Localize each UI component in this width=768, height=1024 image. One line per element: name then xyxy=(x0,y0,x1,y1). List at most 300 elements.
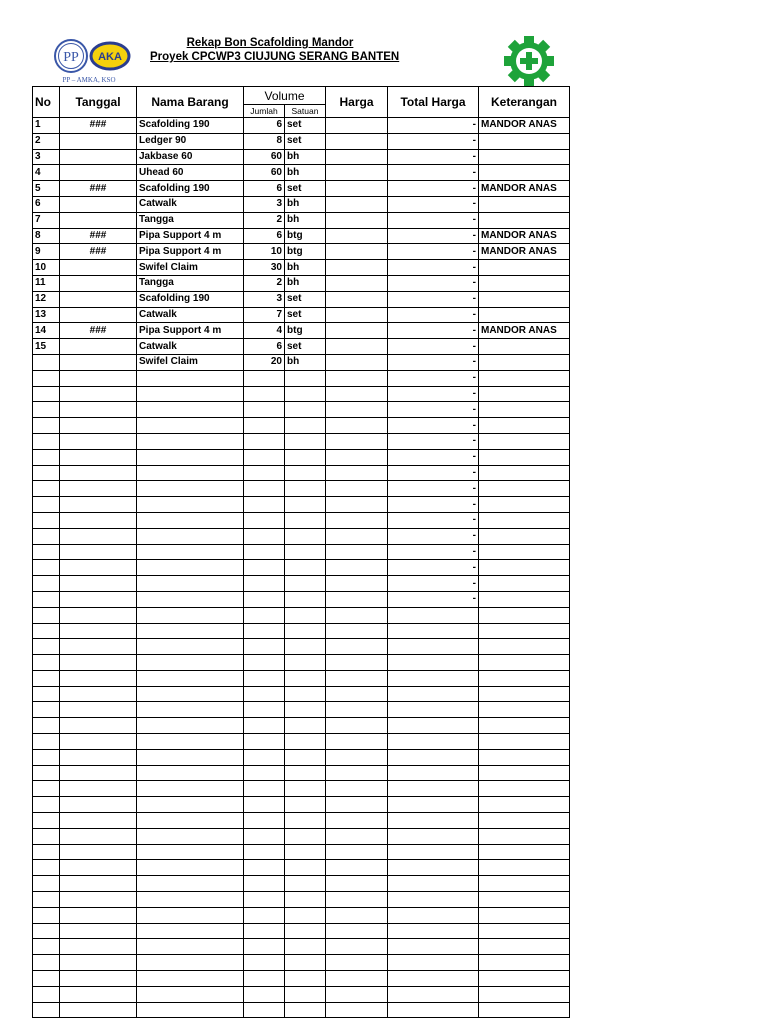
cell-tanggal[interactable] xyxy=(60,923,137,939)
cell-tanggal[interactable] xyxy=(60,418,137,434)
cell-jumlah[interactable] xyxy=(244,465,285,481)
cell-keterangan[interactable] xyxy=(479,939,570,955)
cell-satuan[interactable]: set xyxy=(285,291,326,307)
cell-harga[interactable] xyxy=(326,133,388,149)
cell-no[interactable]: 9 xyxy=(33,244,60,260)
cell-satuan[interactable] xyxy=(285,971,326,987)
cell-no[interactable] xyxy=(33,986,60,1002)
cell-harga[interactable] xyxy=(326,228,388,244)
cell-harga[interactable] xyxy=(326,734,388,750)
cell-total-harga[interactable]: - xyxy=(388,544,479,560)
cell-no[interactable] xyxy=(33,860,60,876)
cell-keterangan[interactable] xyxy=(479,402,570,418)
cell-no[interactable] xyxy=(33,955,60,971)
cell-no[interactable] xyxy=(33,876,60,892)
cell-keterangan[interactable] xyxy=(479,149,570,165)
cell-no[interactable] xyxy=(33,828,60,844)
cell-harga[interactable] xyxy=(326,971,388,987)
cell-keterangan[interactable] xyxy=(479,907,570,923)
cell-tanggal[interactable] xyxy=(60,196,137,212)
cell-total-harga[interactable]: - xyxy=(388,418,479,434)
cell-nama-barang[interactable] xyxy=(137,686,244,702)
cell-harga[interactable] xyxy=(326,165,388,181)
cell-keterangan[interactable] xyxy=(479,433,570,449)
cell-jumlah[interactable] xyxy=(244,971,285,987)
cell-jumlah[interactable] xyxy=(244,528,285,544)
cell-nama-barang[interactable] xyxy=(137,670,244,686)
cell-tanggal[interactable] xyxy=(60,591,137,607)
cell-tanggal[interactable] xyxy=(60,465,137,481)
cell-jumlah[interactable] xyxy=(244,560,285,576)
cell-nama-barang[interactable]: Swifel Claim xyxy=(137,354,244,370)
cell-keterangan[interactable] xyxy=(479,639,570,655)
cell-no[interactable] xyxy=(33,844,60,860)
cell-tanggal[interactable] xyxy=(60,844,137,860)
cell-no[interactable] xyxy=(33,370,60,386)
cell-no[interactable] xyxy=(33,892,60,908)
cell-satuan[interactable] xyxy=(285,465,326,481)
cell-satuan[interactable] xyxy=(285,560,326,576)
cell-total-harga[interactable] xyxy=(388,655,479,671)
cell-nama-barang[interactable] xyxy=(137,923,244,939)
cell-tanggal[interactable] xyxy=(60,797,137,813)
cell-jumlah[interactable]: 7 xyxy=(244,307,285,323)
cell-harga[interactable] xyxy=(326,844,388,860)
cell-harga[interactable] xyxy=(326,749,388,765)
cell-total-harga[interactable] xyxy=(388,813,479,829)
cell-satuan[interactable]: bh xyxy=(285,260,326,276)
cell-nama-barang[interactable]: Ledger 90 xyxy=(137,133,244,149)
cell-keterangan[interactable]: MANDOR ANAS xyxy=(479,323,570,339)
cell-harga[interactable] xyxy=(326,512,388,528)
cell-keterangan[interactable] xyxy=(479,923,570,939)
cell-harga[interactable] xyxy=(326,339,388,355)
cell-total-harga[interactable] xyxy=(388,607,479,623)
cell-jumlah[interactable] xyxy=(244,876,285,892)
cell-no[interactable]: 12 xyxy=(33,291,60,307)
cell-satuan[interactable] xyxy=(285,986,326,1002)
cell-nama-barang[interactable] xyxy=(137,892,244,908)
cell-no[interactable] xyxy=(33,354,60,370)
cell-harga[interactable] xyxy=(326,860,388,876)
cell-total-harga[interactable]: - xyxy=(388,354,479,370)
cell-no[interactable]: 7 xyxy=(33,212,60,228)
cell-keterangan[interactable] xyxy=(479,892,570,908)
cell-no[interactable]: 13 xyxy=(33,307,60,323)
cell-jumlah[interactable] xyxy=(244,923,285,939)
cell-keterangan[interactable] xyxy=(479,275,570,291)
cell-tanggal[interactable] xyxy=(60,623,137,639)
cell-total-harga[interactable]: - xyxy=(388,339,479,355)
cell-nama-barang[interactable]: Pipa Support 4 m xyxy=(137,228,244,244)
cell-satuan[interactable]: set xyxy=(285,181,326,197)
cell-keterangan[interactable] xyxy=(479,860,570,876)
cell-keterangan[interactable]: MANDOR ANAS xyxy=(479,244,570,260)
cell-keterangan[interactable] xyxy=(479,576,570,592)
cell-harga[interactable] xyxy=(326,370,388,386)
cell-total-harga[interactable] xyxy=(388,749,479,765)
cell-jumlah[interactable] xyxy=(244,860,285,876)
cell-jumlah[interactable] xyxy=(244,481,285,497)
cell-no[interactable]: 8 xyxy=(33,228,60,244)
cell-total-harga[interactable]: - xyxy=(388,212,479,228)
cell-harga[interactable] xyxy=(326,702,388,718)
cell-keterangan[interactable] xyxy=(479,607,570,623)
cell-jumlah[interactable]: 60 xyxy=(244,149,285,165)
cell-no[interactable] xyxy=(33,1002,60,1018)
cell-total-harga[interactable]: - xyxy=(388,576,479,592)
cell-jumlah[interactable] xyxy=(244,639,285,655)
cell-no[interactable] xyxy=(33,971,60,987)
cell-tanggal[interactable] xyxy=(60,165,137,181)
cell-jumlah[interactable] xyxy=(244,512,285,528)
cell-tanggal[interactable]: ### xyxy=(60,323,137,339)
cell-jumlah[interactable]: 60 xyxy=(244,165,285,181)
cell-nama-barang[interactable] xyxy=(137,418,244,434)
cell-nama-barang[interactable] xyxy=(137,591,244,607)
cell-harga[interactable] xyxy=(326,828,388,844)
cell-nama-barang[interactable] xyxy=(137,939,244,955)
cell-nama-barang[interactable]: Tangga xyxy=(137,275,244,291)
cell-jumlah[interactable] xyxy=(244,955,285,971)
cell-keterangan[interactable] xyxy=(479,955,570,971)
cell-total-harga[interactable]: - xyxy=(388,560,479,576)
cell-satuan[interactable] xyxy=(285,655,326,671)
cell-nama-barang[interactable] xyxy=(137,907,244,923)
cell-no[interactable] xyxy=(33,591,60,607)
cell-keterangan[interactable]: MANDOR ANAS xyxy=(479,228,570,244)
cell-satuan[interactable]: btg xyxy=(285,228,326,244)
cell-no[interactable]: 5 xyxy=(33,181,60,197)
cell-satuan[interactable]: bh xyxy=(285,149,326,165)
cell-jumlah[interactable]: 3 xyxy=(244,291,285,307)
cell-tanggal[interactable] xyxy=(60,734,137,750)
cell-jumlah[interactable]: 3 xyxy=(244,196,285,212)
cell-nama-barang[interactable]: Scafolding 190 xyxy=(137,181,244,197)
cell-keterangan[interactable] xyxy=(479,481,570,497)
cell-harga[interactable] xyxy=(326,544,388,560)
cell-tanggal[interactable] xyxy=(60,402,137,418)
cell-satuan[interactable]: btg xyxy=(285,244,326,260)
cell-no[interactable] xyxy=(33,797,60,813)
cell-tanggal[interactable] xyxy=(60,907,137,923)
cell-no[interactable] xyxy=(33,386,60,402)
cell-total-harga[interactable] xyxy=(388,639,479,655)
cell-keterangan[interactable] xyxy=(479,876,570,892)
cell-jumlah[interactable] xyxy=(244,828,285,844)
cell-keterangan[interactable] xyxy=(479,465,570,481)
cell-nama-barang[interactable] xyxy=(137,512,244,528)
cell-tanggal[interactable] xyxy=(60,528,137,544)
cell-nama-barang[interactable] xyxy=(137,828,244,844)
cell-tanggal[interactable] xyxy=(60,260,137,276)
cell-keterangan[interactable] xyxy=(479,528,570,544)
cell-nama-barang[interactable] xyxy=(137,655,244,671)
cell-harga[interactable] xyxy=(326,307,388,323)
cell-tanggal[interactable] xyxy=(60,133,137,149)
cell-harga[interactable] xyxy=(326,291,388,307)
cell-satuan[interactable] xyxy=(285,497,326,513)
cell-nama-barang[interactable]: Tangga xyxy=(137,212,244,228)
cell-jumlah[interactable]: 6 xyxy=(244,118,285,134)
cell-jumlah[interactable]: 6 xyxy=(244,228,285,244)
cell-harga[interactable] xyxy=(326,528,388,544)
cell-tanggal[interactable] xyxy=(60,828,137,844)
cell-harga[interactable] xyxy=(326,354,388,370)
cell-tanggal[interactable] xyxy=(60,876,137,892)
cell-no[interactable]: 10 xyxy=(33,260,60,276)
cell-no[interactable] xyxy=(33,433,60,449)
cell-satuan[interactable]: bh xyxy=(285,196,326,212)
cell-nama-barang[interactable] xyxy=(137,465,244,481)
cell-tanggal[interactable] xyxy=(60,986,137,1002)
cell-tanggal[interactable] xyxy=(60,433,137,449)
cell-harga[interactable] xyxy=(326,876,388,892)
cell-nama-barang[interactable] xyxy=(137,702,244,718)
cell-tanggal[interactable] xyxy=(60,544,137,560)
cell-harga[interactable] xyxy=(326,275,388,291)
cell-keterangan[interactable] xyxy=(479,449,570,465)
cell-total-harga[interactable]: - xyxy=(388,181,479,197)
cell-no[interactable] xyxy=(33,623,60,639)
cell-keterangan[interactable] xyxy=(479,544,570,560)
cell-total-harga[interactable] xyxy=(388,828,479,844)
cell-nama-barang[interactable]: Pipa Support 4 m xyxy=(137,244,244,260)
cell-satuan[interactable] xyxy=(285,591,326,607)
cell-nama-barang[interactable] xyxy=(137,765,244,781)
cell-jumlah[interactable] xyxy=(244,591,285,607)
cell-tanggal[interactable]: ### xyxy=(60,118,137,134)
cell-jumlah[interactable] xyxy=(244,1002,285,1018)
cell-jumlah[interactable] xyxy=(244,655,285,671)
cell-nama-barang[interactable] xyxy=(137,955,244,971)
cell-harga[interactable] xyxy=(326,639,388,655)
cell-nama-barang[interactable] xyxy=(137,1002,244,1018)
cell-harga[interactable] xyxy=(326,260,388,276)
cell-total-harga[interactable]: - xyxy=(388,497,479,513)
cell-tanggal[interactable] xyxy=(60,1002,137,1018)
cell-nama-barang[interactable] xyxy=(137,797,244,813)
cell-satuan[interactable] xyxy=(285,813,326,829)
cell-nama-barang[interactable] xyxy=(137,402,244,418)
cell-tanggal[interactable] xyxy=(60,813,137,829)
cell-total-harga[interactable]: - xyxy=(388,386,479,402)
cell-satuan[interactable] xyxy=(285,512,326,528)
cell-nama-barang[interactable]: Catwalk xyxy=(137,339,244,355)
cell-tanggal[interactable] xyxy=(60,354,137,370)
cell-no[interactable] xyxy=(33,749,60,765)
cell-satuan[interactable]: set xyxy=(285,307,326,323)
cell-keterangan[interactable] xyxy=(479,133,570,149)
cell-nama-barang[interactable] xyxy=(137,623,244,639)
cell-total-harga[interactable]: - xyxy=(388,244,479,260)
cell-total-harga[interactable]: - xyxy=(388,118,479,134)
cell-jumlah[interactable] xyxy=(244,892,285,908)
cell-no[interactable]: 4 xyxy=(33,165,60,181)
cell-harga[interactable] xyxy=(326,939,388,955)
cell-keterangan[interactable] xyxy=(479,512,570,528)
cell-nama-barang[interactable] xyxy=(137,876,244,892)
cell-jumlah[interactable] xyxy=(244,670,285,686)
cell-total-harga[interactable] xyxy=(388,1002,479,1018)
cell-no[interactable] xyxy=(33,813,60,829)
cell-harga[interactable] xyxy=(326,1002,388,1018)
cell-satuan[interactable]: set xyxy=(285,133,326,149)
cell-jumlah[interactable]: 10 xyxy=(244,244,285,260)
cell-satuan[interactable] xyxy=(285,892,326,908)
cell-jumlah[interactable]: 6 xyxy=(244,181,285,197)
cell-tanggal[interactable] xyxy=(60,307,137,323)
cell-harga[interactable] xyxy=(326,118,388,134)
cell-no[interactable] xyxy=(33,655,60,671)
cell-jumlah[interactable]: 2 xyxy=(244,212,285,228)
cell-satuan[interactable] xyxy=(285,370,326,386)
cell-satuan[interactable] xyxy=(285,386,326,402)
cell-tanggal[interactable] xyxy=(60,686,137,702)
cell-harga[interactable] xyxy=(326,481,388,497)
cell-tanggal[interactable] xyxy=(60,370,137,386)
cell-satuan[interactable]: bh xyxy=(285,354,326,370)
cell-keterangan[interactable] xyxy=(479,813,570,829)
cell-no[interactable] xyxy=(33,449,60,465)
cell-harga[interactable] xyxy=(326,449,388,465)
cell-keterangan[interactable] xyxy=(479,655,570,671)
cell-harga[interactable] xyxy=(326,986,388,1002)
cell-keterangan[interactable] xyxy=(479,560,570,576)
cell-keterangan[interactable]: MANDOR ANAS xyxy=(479,118,570,134)
cell-nama-barang[interactable] xyxy=(137,544,244,560)
cell-satuan[interactable] xyxy=(285,623,326,639)
cell-total-harga[interactable]: - xyxy=(388,591,479,607)
cell-nama-barang[interactable] xyxy=(137,986,244,1002)
cell-harga[interactable] xyxy=(326,212,388,228)
cell-satuan[interactable] xyxy=(285,528,326,544)
cell-total-harga[interactable]: - xyxy=(388,307,479,323)
cell-keterangan[interactable]: MANDOR ANAS xyxy=(479,181,570,197)
cell-nama-barang[interactable] xyxy=(137,813,244,829)
cell-satuan[interactable] xyxy=(285,860,326,876)
cell-keterangan[interactable] xyxy=(479,986,570,1002)
cell-satuan[interactable] xyxy=(285,433,326,449)
cell-keterangan[interactable] xyxy=(479,370,570,386)
cell-harga[interactable] xyxy=(326,781,388,797)
cell-nama-barang[interactable]: Scafolding 190 xyxy=(137,291,244,307)
cell-satuan[interactable] xyxy=(285,670,326,686)
cell-no[interactable]: 3 xyxy=(33,149,60,165)
cell-tanggal[interactable] xyxy=(60,670,137,686)
cell-no[interactable]: 1 xyxy=(33,118,60,134)
cell-nama-barang[interactable] xyxy=(137,560,244,576)
cell-keterangan[interactable] xyxy=(479,734,570,750)
cell-nama-barang[interactable] xyxy=(137,718,244,734)
cell-jumlah[interactable]: 4 xyxy=(244,323,285,339)
cell-satuan[interactable] xyxy=(285,939,326,955)
cell-nama-barang[interactable] xyxy=(137,860,244,876)
cell-tanggal[interactable] xyxy=(60,939,137,955)
cell-jumlah[interactable] xyxy=(244,765,285,781)
cell-total-harga[interactable]: - xyxy=(388,260,479,276)
cell-no[interactable] xyxy=(33,544,60,560)
cell-tanggal[interactable] xyxy=(60,149,137,165)
cell-nama-barang[interactable] xyxy=(137,528,244,544)
cell-no[interactable] xyxy=(33,560,60,576)
cell-nama-barang[interactable] xyxy=(137,607,244,623)
cell-keterangan[interactable] xyxy=(479,765,570,781)
cell-total-harga[interactable] xyxy=(388,670,479,686)
cell-keterangan[interactable] xyxy=(479,165,570,181)
cell-no[interactable] xyxy=(33,718,60,734)
cell-nama-barang[interactable] xyxy=(137,639,244,655)
cell-harga[interactable] xyxy=(326,623,388,639)
cell-total-harga[interactable]: - xyxy=(388,402,479,418)
cell-harga[interactable] xyxy=(326,181,388,197)
cell-tanggal[interactable] xyxy=(60,955,137,971)
cell-keterangan[interactable] xyxy=(479,354,570,370)
cell-nama-barang[interactable] xyxy=(137,449,244,465)
cell-harga[interactable] xyxy=(326,465,388,481)
cell-total-harga[interactable]: - xyxy=(388,133,479,149)
cell-satuan[interactable] xyxy=(285,607,326,623)
cell-harga[interactable] xyxy=(326,244,388,260)
cell-total-harga[interactable] xyxy=(388,734,479,750)
cell-satuan[interactable] xyxy=(285,781,326,797)
cell-satuan[interactable] xyxy=(285,907,326,923)
cell-harga[interactable] xyxy=(326,323,388,339)
cell-keterangan[interactable] xyxy=(479,828,570,844)
cell-jumlah[interactable] xyxy=(244,907,285,923)
cell-satuan[interactable] xyxy=(285,718,326,734)
cell-nama-barang[interactable]: Catwalk xyxy=(137,307,244,323)
cell-no[interactable] xyxy=(33,702,60,718)
cell-keterangan[interactable] xyxy=(479,844,570,860)
cell-no[interactable]: 14 xyxy=(33,323,60,339)
cell-keterangan[interactable] xyxy=(479,718,570,734)
cell-keterangan[interactable] xyxy=(479,781,570,797)
cell-total-harga[interactable]: - xyxy=(388,149,479,165)
cell-satuan[interactable] xyxy=(285,797,326,813)
cell-total-harga[interactable]: - xyxy=(388,433,479,449)
cell-keterangan[interactable] xyxy=(479,971,570,987)
cell-keterangan[interactable] xyxy=(479,670,570,686)
cell-jumlah[interactable] xyxy=(244,986,285,1002)
cell-jumlah[interactable] xyxy=(244,844,285,860)
cell-total-harga[interactable]: - xyxy=(388,291,479,307)
cell-keterangan[interactable] xyxy=(479,212,570,228)
cell-keterangan[interactable] xyxy=(479,1002,570,1018)
cell-no[interactable] xyxy=(33,923,60,939)
cell-nama-barang[interactable] xyxy=(137,433,244,449)
cell-jumlah[interactable] xyxy=(244,623,285,639)
cell-satuan[interactable] xyxy=(285,765,326,781)
cell-harga[interactable] xyxy=(326,892,388,908)
cell-total-harga[interactable]: - xyxy=(388,370,479,386)
cell-tanggal[interactable] xyxy=(60,481,137,497)
cell-nama-barang[interactable]: Catwalk xyxy=(137,196,244,212)
cell-no[interactable] xyxy=(33,402,60,418)
cell-no[interactable] xyxy=(33,781,60,797)
cell-jumlah[interactable] xyxy=(244,497,285,513)
cell-tanggal[interactable] xyxy=(60,560,137,576)
cell-total-harga[interactable]: - xyxy=(388,512,479,528)
cell-total-harga[interactable] xyxy=(388,939,479,955)
cell-satuan[interactable] xyxy=(285,828,326,844)
cell-no[interactable]: 15 xyxy=(33,339,60,355)
cell-tanggal[interactable] xyxy=(60,449,137,465)
cell-nama-barang[interactable] xyxy=(137,749,244,765)
cell-total-harga[interactable] xyxy=(388,623,479,639)
cell-harga[interactable] xyxy=(326,813,388,829)
cell-satuan[interactable] xyxy=(285,449,326,465)
